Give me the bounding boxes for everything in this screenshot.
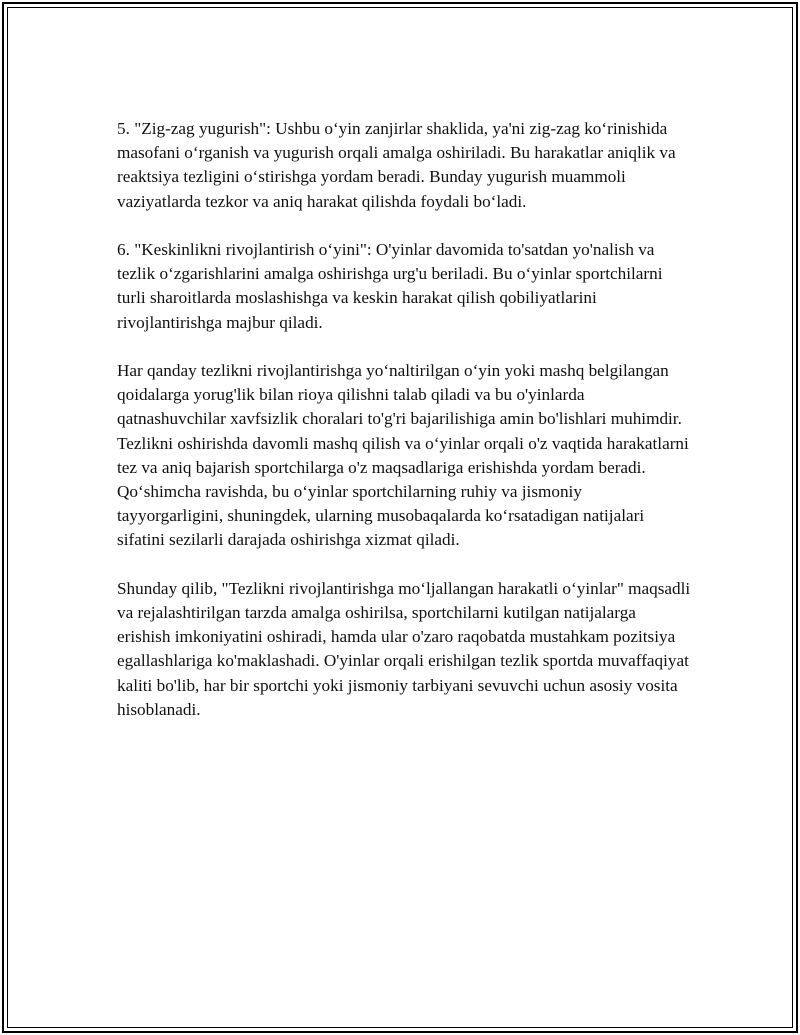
paragraph-zig-zag: 5. "Zig-zag yugurish": Ushbu o‘yin zanjirlar shaklida, ya'ni zig-zag ko‘rinishida masofani o‘rganish va yugurish orqali amalga oshiriladi. Bu harakatlar aniqlik va reaktsiya tezligini o‘stirishga yordam beradi. Bunday yugurish muammoli vaziyatlarda tezkor va aniq harakat qilishda foydali bo‘ladi. — [117, 119, 676, 211]
document-body — [117, 117, 692, 746]
paragraph-safety-practice: Har qanday tezlikni rivojlantirishga yo‘naltirilgan o‘yin yoki mashq belgilangan qoidalarga yorug'lik bilan rioya qilishni talab qiladi va bu o'yinlarda qatnashuvchilar xavfsizlik choralari to'g'ri bajarilishiga amin bo'lishlari muhimdir. Tezlikni oshirishda davomli mashq qilish va o‘yinlar orqali o'z vaqtida harakatlarni tez va aniq bajarish sportchilarga o'z maqsadlariga erishishda yordam beradi. Qo‘shimcha ravishda, bu o‘yinlar sportchilarning ruhiy va jismoniy tayyorgarligini, shuningdek, ularning musobaqalarda ko‘rsatadigan natijalari sifatini sezilarli darajada oshirishga xizmat qiladi. — [117, 361, 689, 550]
paragraph-conclusion: Shunday qilib, "Tezlikni rivojlantirishga mo‘ljallangan harakatli o‘yinlar" maqsadli va rejalashtirilgan tarzda amalga oshirilsa, sportchilarni kutilgan natijalarga erishish imkoniyatini oshiradi, hamda ular o'zaro raqobatda mustahkam pozitsiya egallashlariga ko'maklashadi. O'yinlar orqali erishilgan tezlik sportda muvaffaqiyat kaliti bo'lib, har bir sportchi yoki jismoniy tarbiyani sevuvchi uchun asosiy vosita hisoblanadi. — [117, 578, 691, 719]
paragraph-keskinlik: 6. "Keskinlikni rivojlantirish o‘yini": O'yinlar davomida to'satdan yo'nalish va tezlik o‘zgarishlarini amalga oshirishga urg'u beriladi. Bu o‘yinlar sportchilarni turli sharoitlarda moslashishga va keskin harakat qilish qobiliyatlarini rivojlantirishga majbur qiladi. — [117, 240, 663, 332]
